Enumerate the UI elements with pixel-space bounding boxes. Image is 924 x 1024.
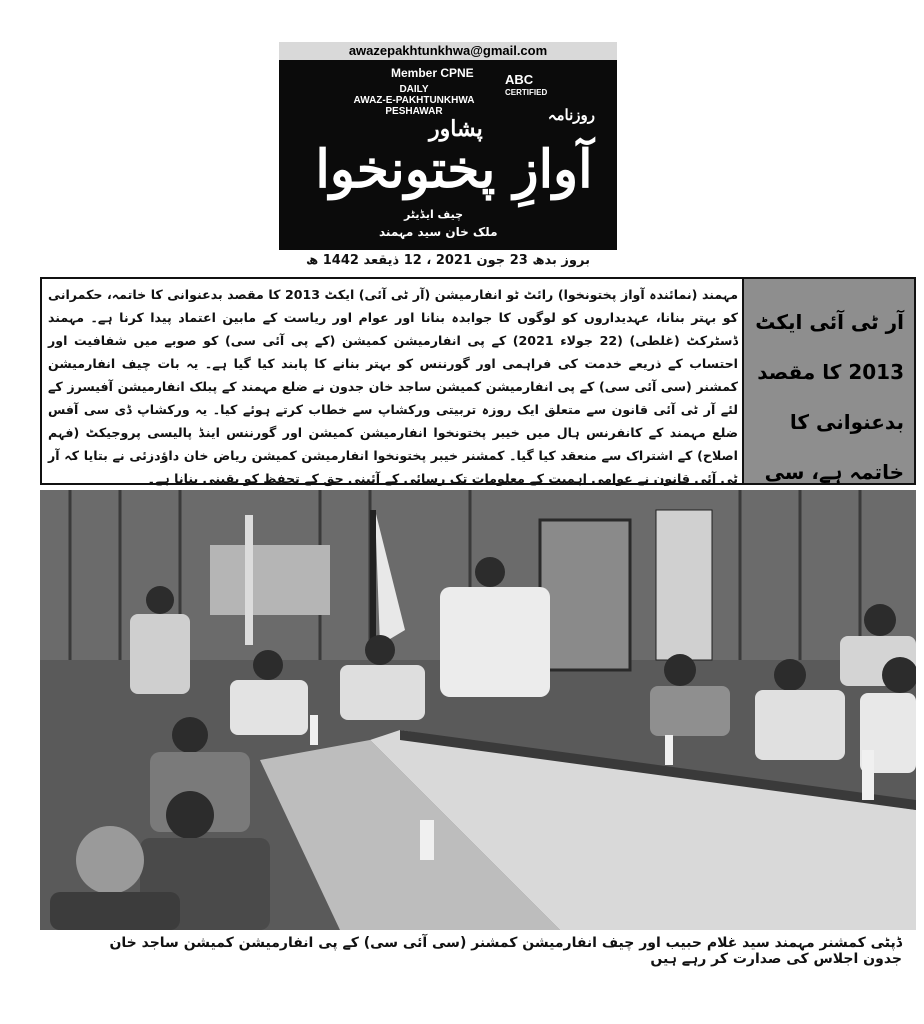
newspaper-masthead	[279, 42, 617, 250]
masthead-english-city: PESHAWAR	[385, 106, 443, 117]
abc-certified: CERTIFIED	[505, 88, 548, 97]
masthead-city: پشاور	[429, 116, 483, 142]
masthead-member: Member CPNE	[391, 66, 474, 80]
masthead-urdu-title: آوازِ پختونخوا	[315, 139, 593, 200]
masthead-daily: DAILY	[399, 84, 429, 95]
masthead-english-title: AWAZ-E-PAKHTUNKHWA	[353, 95, 475, 106]
masthead-editor-title: چیف ایڈیٹر	[404, 208, 464, 221]
masthead-english-name	[339, 84, 489, 117]
meeting-photo	[40, 490, 916, 930]
dateline: بروز بدھ 23 جون 2021 ، 12 ذیقعد 1442 ھ	[306, 253, 590, 268]
photo-caption: ڈپٹی کمشنر مہمند سید غلام حبیب اور چیف انفارمیشن کمشنر (سی آئی سی) کے پی انفارمیشن کمیشن ساجد خان جدون اجلاس کی صدارت کر رہے ہیں	[109, 935, 902, 967]
masthead-email: awazepakhtunkhwa@gmail.com	[279, 42, 617, 60]
masthead-roznama: روزنامہ	[547, 106, 595, 124]
meeting-photo-illustration	[40, 490, 916, 930]
masthead-editor-name: ملک خان سید مہمند	[379, 225, 498, 239]
abc-badge: ABC	[505, 72, 534, 87]
article-body: مہمند (نمائندہ آواز پختونخوا) رائٹ ٹو انفارمیشن (آر ٹی آئی) ایکٹ 2013 کا مقصد بدعنوانی کا خاتمہ، حکمرانی کو بہتر بنانا، عہدیداروں کو لوگوں کا جوابدہ بنانا اور عوام اور ریاست کے مابین اعتماد پیدا کرنا ہے۔ مہمند ڈسٹرکٹ (غلطی) (22 جولاء 2021) کے پی انفارمیشن کمیشن (کے پی آئی سی) کو صوبے میں شفافیت اور احتساب کے ذریعے خدمت کی فراہمی اور گورننس کو بہتر بنانے کا پابند کیا گیا ہے۔ یہ بات چیف انفارمیشن کمشنر (سی آئی سی) کے پی انفارمیشن کمیشن ساجد خان جدون نے ضلع مہمند کے پبلک انفارمیشن آفیسرز کے لئے آر ٹی آئی قانون سے متعلق ایک روزہ تربیتی ورکشاپ سے خطاب کرتے ہوئے کیا۔ یہ ورکشاپ ڈی سی آفس ضلع مہمند کے کانفرنس ہال میں خیبر پختونخوا انفارمیشن کمیشن اور گورننس اینڈ پالیسی پروجیکٹ (فہم اصلاح) کے اشتراک سے منعقد کیا گیا۔ کمشنر خیبر پختونخوا انفارمیشن کمیشن ریاض خان داؤدزئی نے بتایا کہ آر ٹی آئی قانون نے عوامی اہمیت کے معلومات تک رسائی کے آئینی حق کے تحفظ کو یقینی بنانا ہے۔	[48, 287, 738, 486]
headline-panel	[742, 279, 914, 483]
article-headline: آر ٹی آئی ایکٹ 2013 کا مقصد بدعنوانی کا خاتمہ ہے، سی	[755, 310, 904, 484]
article-box	[40, 277, 916, 485]
